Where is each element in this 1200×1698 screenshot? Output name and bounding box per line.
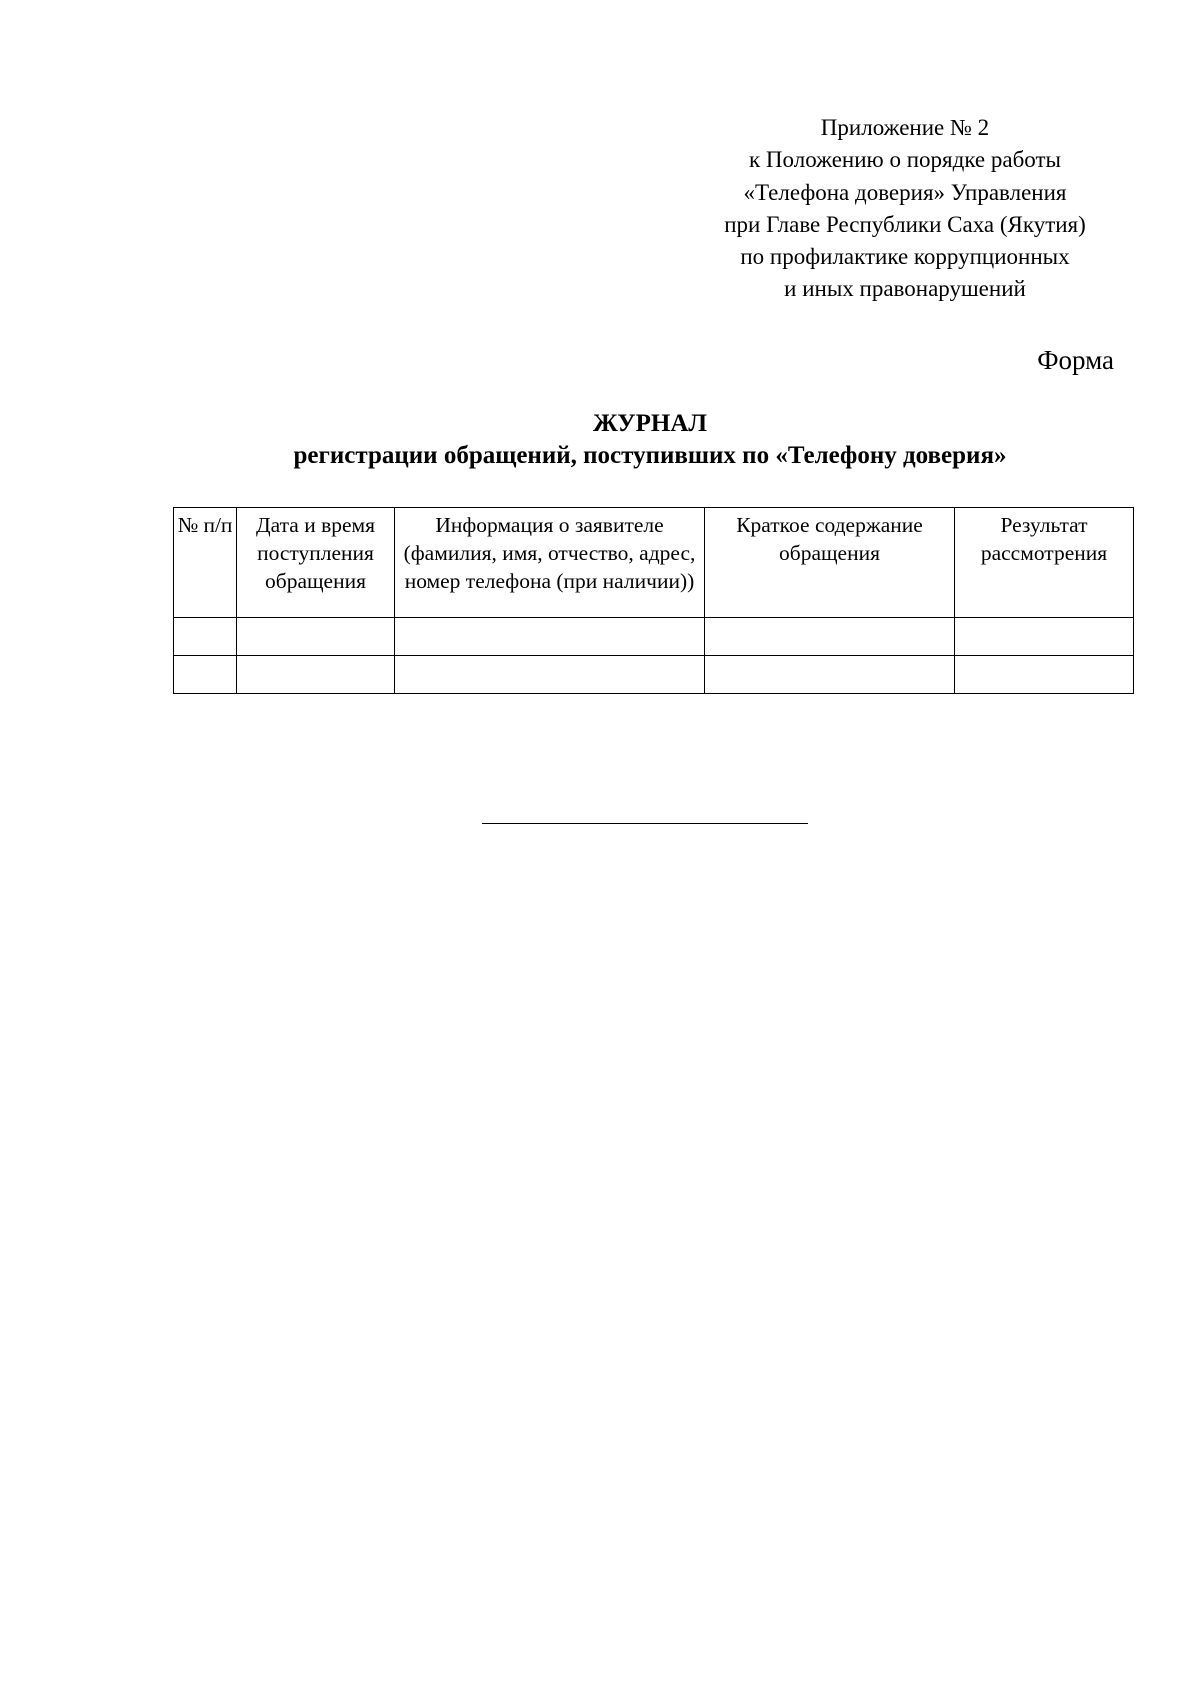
table-cell <box>705 618 955 656</box>
form-label: Форма <box>1037 345 1114 375</box>
annex-line: и иных правонарушений <box>784 276 1026 302</box>
end-divider <box>482 823 808 824</box>
title-line-2: регистрации обращений, поступивших по «Телефону доверия» <box>293 442 1007 469</box>
table-header-row <box>174 508 1134 618</box>
annex-line: к Положению о порядке работы <box>749 147 1061 173</box>
title-line-1: ЖУРНАЛ <box>592 410 708 437</box>
table-cell <box>395 656 705 694</box>
document-title <box>0 408 1200 472</box>
register-table <box>173 507 1134 694</box>
table-cell <box>955 618 1134 656</box>
table-cell <box>237 656 395 694</box>
column-header-result: Результат рассмотрения <box>955 508 1134 618</box>
table-cell <box>174 618 237 656</box>
annex-header <box>700 112 1110 306</box>
column-header-summary: Краткое содержание обращения <box>705 508 955 618</box>
table-cell <box>174 656 237 694</box>
column-header-applicant-info: Информация о заявителе (фамилия, имя, отчество, адрес, номер телефона (при наличии)) <box>395 508 705 618</box>
annex-line: «Телефона доверия» Управления <box>743 179 1067 205</box>
table-cell <box>705 656 955 694</box>
table-cell <box>395 618 705 656</box>
annex-line: Приложение № 2 <box>820 115 990 140</box>
annex-line: при Главе Республики Саха (Якутия) <box>724 211 1086 237</box>
table-row <box>174 656 1134 694</box>
table-cell <box>955 656 1134 694</box>
column-header-datetime: Дата и время поступления обращения <box>237 508 395 618</box>
table-row <box>174 618 1134 656</box>
table-cell <box>237 618 395 656</box>
annex-line: по профилактике коррупционных <box>740 244 1070 270</box>
column-header-number: № п/п <box>174 508 237 618</box>
